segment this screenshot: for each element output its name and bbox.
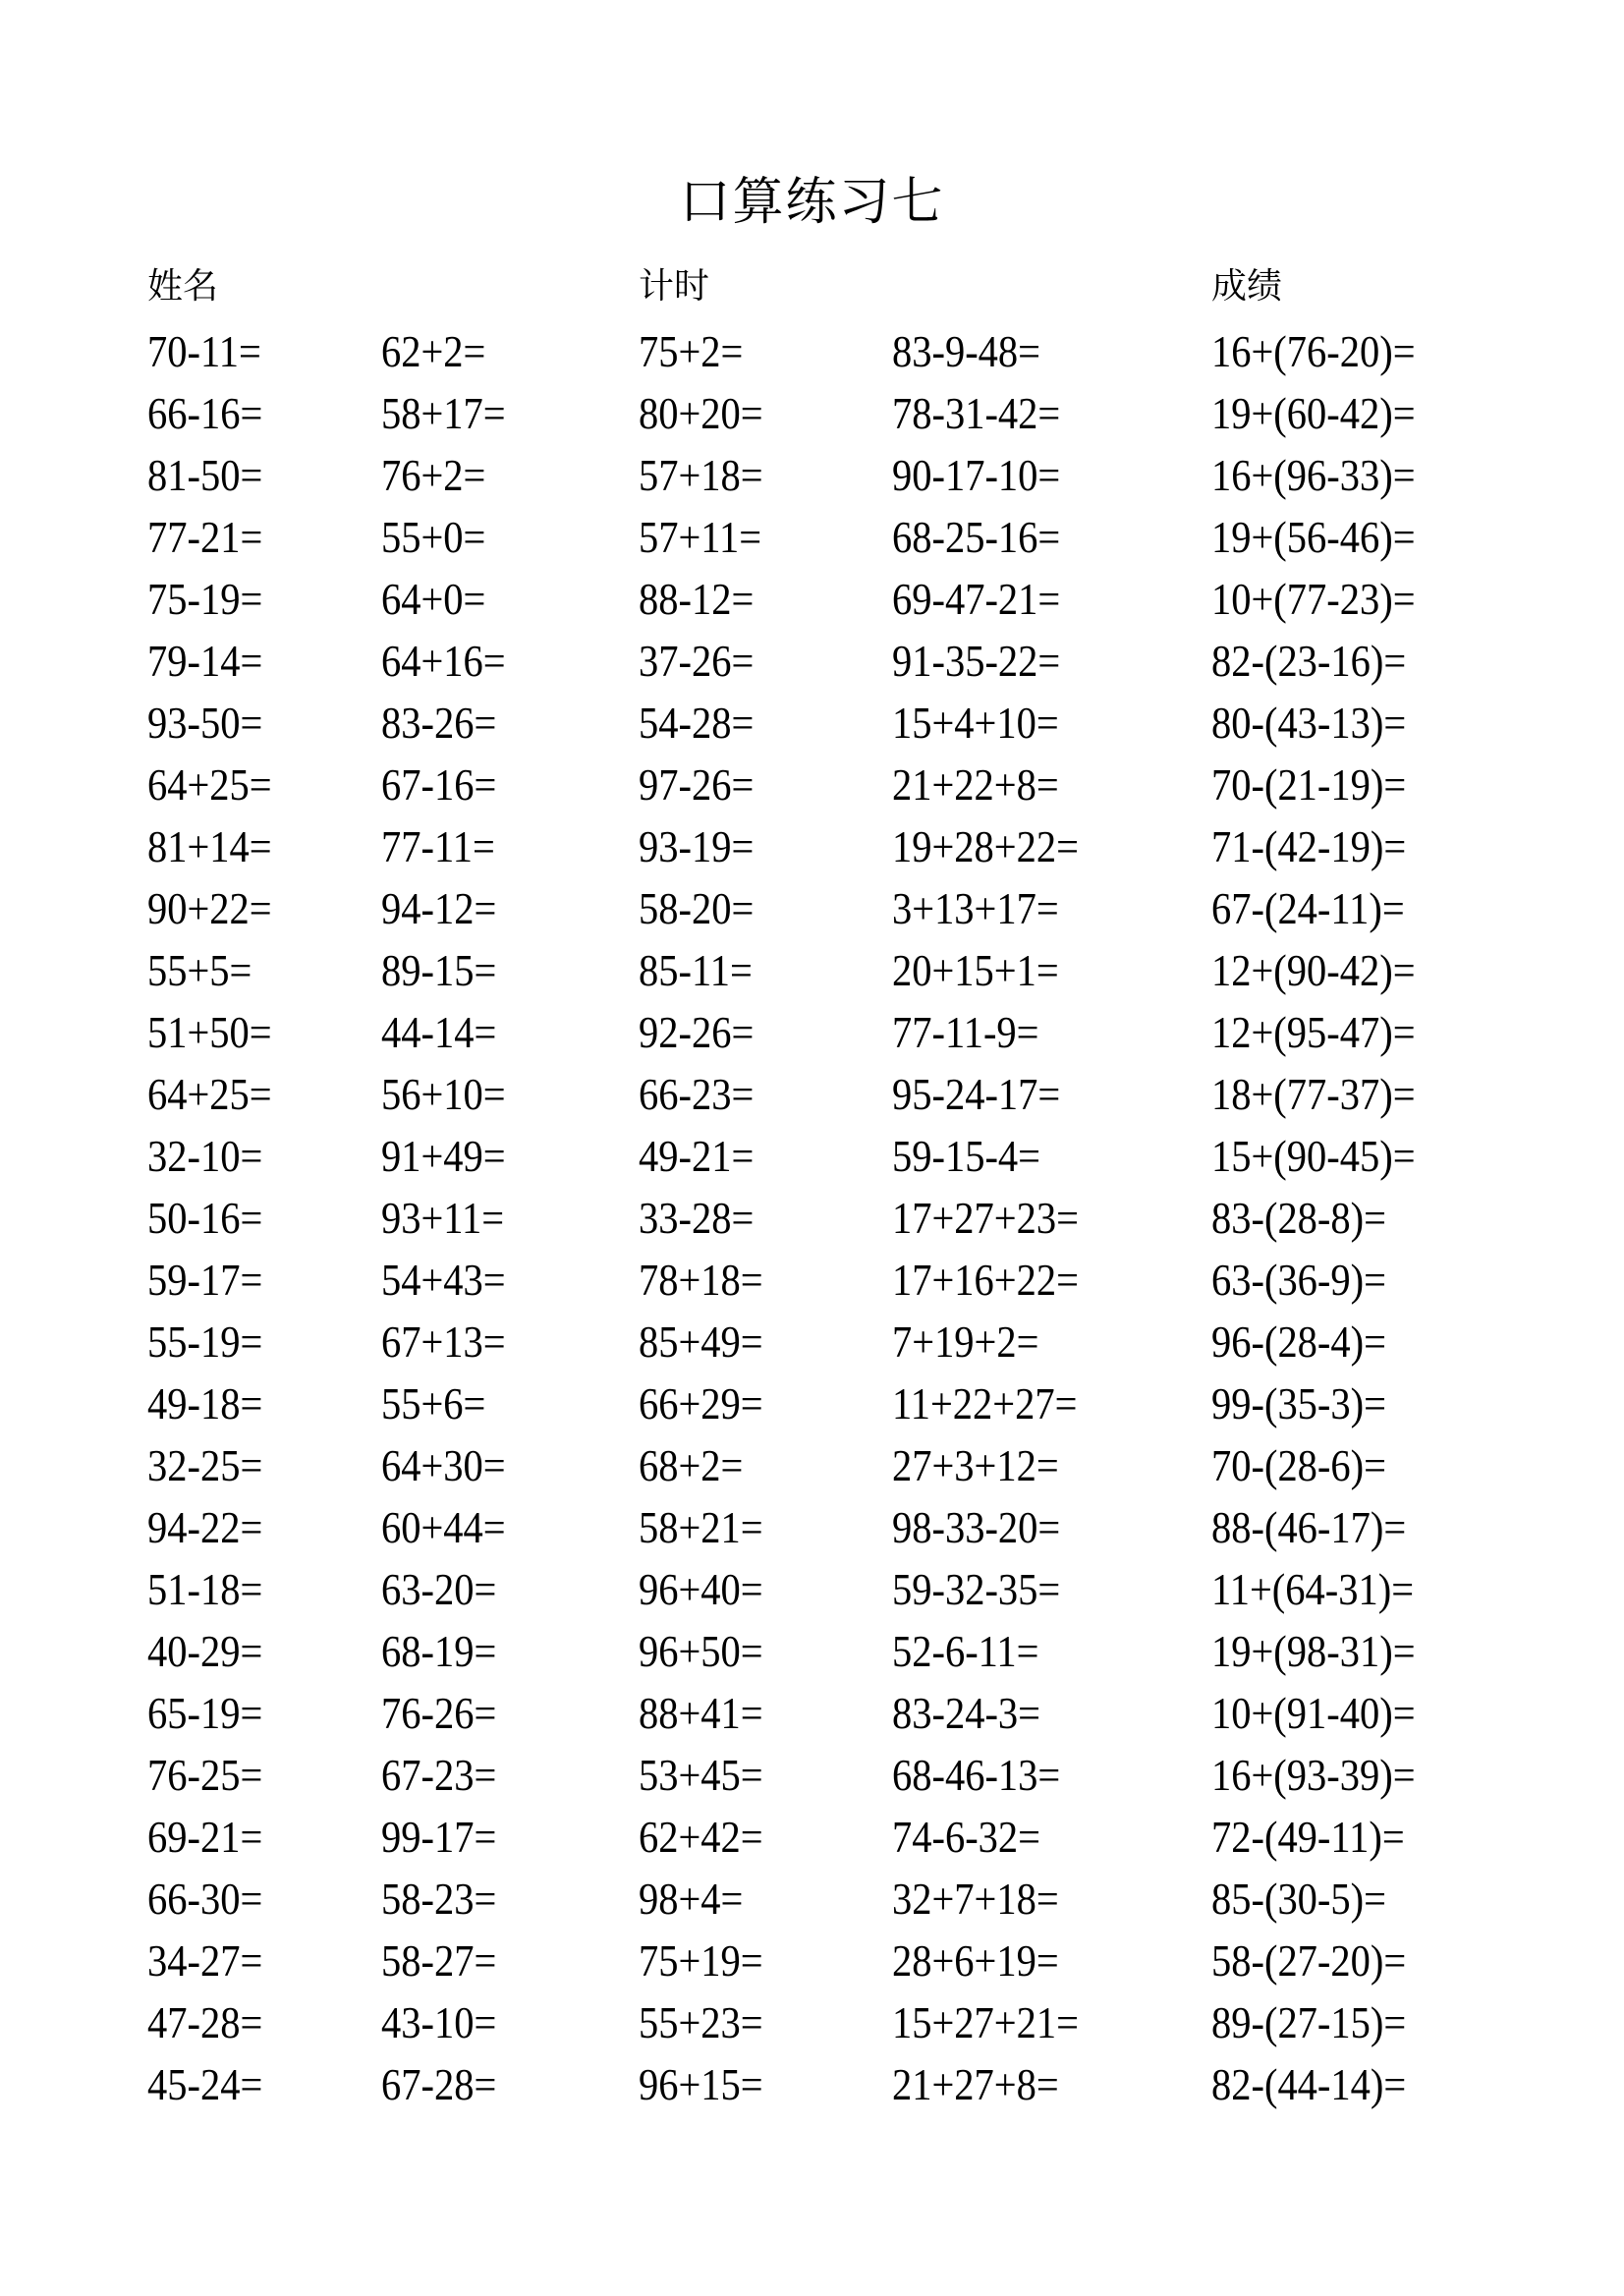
math-problem: 80+20= [639,388,763,438]
math-problem: 76-25= [147,1750,263,1800]
math-problem: 89-(27-15)= [1211,1997,1407,2047]
math-problem: 12+(95-47)= [1211,1007,1416,1057]
math-problem: 99-(35-3)= [1211,1378,1386,1428]
problem-row [0,1311,1624,1372]
math-problem: 57+18= [639,450,763,500]
math-problem: 83-24-3= [892,1688,1041,1738]
math-problem: 94-22= [147,1502,263,1552]
math-problem: 70-(28-6)= [1211,1440,1386,1490]
math-problem: 76+2= [381,450,486,500]
math-problem: 78-31-42= [892,388,1061,438]
math-problem: 7+19+2= [892,1316,1039,1367]
problem-row [0,1744,1624,1806]
math-problem: 62+42= [639,1812,763,1862]
problem-row [0,1063,1624,1125]
math-problem: 93+11= [381,1193,505,1243]
problem-row [0,1125,1624,1187]
math-problem: 68-25-16= [892,512,1061,562]
math-problem: 75-19= [147,574,263,624]
math-problem: 70-(21-19)= [1211,759,1407,810]
math-problem: 19+(60-42)= [1211,388,1416,438]
math-problem: 17+27+23= [892,1193,1079,1243]
math-problem: 67-28= [381,2059,497,2109]
math-problem: 43-10= [381,1997,497,2047]
math-problem: 88-12= [639,574,755,624]
problem-row [0,1620,1624,1682]
math-problem: 55+5= [147,945,252,995]
math-problem: 98+4= [639,1874,744,1924]
math-problem: 98-33-20= [892,1502,1061,1552]
problem-row [0,320,1624,382]
math-problem: 58-23= [381,1874,497,1924]
problem-row [0,939,1624,1001]
math-problem: 12+(90-42)= [1211,945,1416,995]
math-problem: 67-(24-11)= [1211,883,1405,933]
math-problem: 34-27= [147,1935,263,1986]
problem-row [0,506,1624,568]
math-problem: 45-24= [147,2059,263,2109]
math-problem: 50-16= [147,1193,263,1243]
problem-row [0,1682,1624,1744]
math-problem: 59-32-35= [892,1564,1061,1614]
math-problem: 58-27= [381,1935,497,1986]
math-problem: 66-23= [639,1069,755,1119]
problem-row [0,568,1624,630]
math-problem: 69-47-21= [892,574,1061,624]
problem-row [0,1434,1624,1496]
math-problem: 81-50= [147,450,263,500]
math-problem: 82-(23-16)= [1211,636,1407,686]
score-label: 成绩 [1211,266,1283,306]
math-problem: 79-14= [147,636,263,686]
math-problem: 51+50= [147,1007,272,1057]
math-problem: 71-(42-19)= [1211,821,1407,871]
math-problem: 78+18= [639,1255,763,1305]
math-problem: 77-11-9= [892,1007,1039,1057]
math-problem: 32+7+18= [892,1874,1059,1924]
math-problem: 28+6+19= [892,1935,1059,1986]
problem-row [0,1001,1624,1063]
math-problem: 85+49= [639,1316,763,1367]
math-problem: 16+(76-20)= [1211,326,1416,376]
math-problem: 83-26= [381,698,497,748]
math-problem: 33-28= [639,1193,755,1243]
math-problem: 57+11= [639,512,762,562]
math-problem: 21+22+8= [892,759,1059,810]
math-problem: 64+16= [381,636,506,686]
math-problem: 10+(91-40)= [1211,1688,1416,1738]
math-problem: 99-17= [381,1812,497,1862]
math-problem: 88+41= [639,1688,763,1738]
math-problem: 90+22= [147,883,272,933]
math-problem: 49-18= [147,1378,263,1428]
math-problem: 82-(44-14)= [1211,2059,1407,2109]
math-problem: 15+(90-45)= [1211,1131,1416,1181]
time-label: 计时 [639,266,710,306]
math-problem: 19+(98-31)= [1211,1626,1416,1676]
math-problem: 66+29= [639,1378,763,1428]
math-problem: 62+2= [381,326,486,376]
math-problem: 81+14= [147,821,272,871]
name-label: 姓名 [147,266,219,306]
math-problem: 11+(64-31)= [1211,1564,1415,1614]
math-problem: 59-15-4= [892,1131,1041,1181]
math-problem: 76-26= [381,1688,497,1738]
math-problem: 85-(30-5)= [1211,1874,1386,1924]
problem-row [0,1558,1624,1620]
math-problem: 59-17= [147,1255,263,1305]
math-problem: 74-6-32= [892,1812,1041,1862]
math-problem: 58+17= [381,388,506,438]
math-problem: 83-(28-8)= [1211,1193,1386,1243]
math-problem: 68-46-13= [892,1750,1061,1800]
math-problem: 58-20= [639,883,755,933]
math-problem: 66-16= [147,388,263,438]
math-problem: 91-35-22= [892,636,1061,686]
math-problem: 40-29= [147,1626,263,1676]
math-problem: 55+23= [639,1997,763,2047]
problem-row [0,754,1624,815]
math-problem: 55+0= [381,512,486,562]
math-problem: 64+25= [147,1069,272,1119]
math-problem: 77-11= [381,821,495,871]
problem-row [0,1187,1624,1249]
math-problem: 52-6-11= [892,1626,1039,1676]
math-problem: 93-50= [147,698,263,748]
math-problem: 37-26= [639,636,755,686]
math-problem: 58-(27-20)= [1211,1935,1407,1986]
math-problem: 67-23= [381,1750,497,1800]
math-problem: 90-17-10= [892,450,1061,500]
problem-row [0,2053,1624,2115]
math-problem: 49-21= [639,1131,755,1181]
math-problem: 96+40= [639,1564,763,1614]
math-problem: 15+4+10= [892,698,1059,748]
math-problem: 96+15= [639,2059,763,2109]
math-problem: 17+16+22= [892,1255,1079,1305]
math-problem: 20+15+1= [892,945,1059,995]
problem-row [0,1806,1624,1868]
problem-row [0,1930,1624,1991]
math-problem: 63-(36-9)= [1211,1255,1386,1305]
math-problem: 11+22+27= [892,1378,1078,1428]
math-problem: 88-(46-17)= [1211,1502,1407,1552]
math-problem: 83-9-48= [892,326,1041,376]
math-problem: 92-26= [639,1007,755,1057]
math-problem: 19+(56-46)= [1211,512,1416,562]
math-problem: 56+10= [381,1069,506,1119]
math-problem: 65-19= [147,1688,263,1738]
math-problem: 68-19= [381,1626,497,1676]
problem-row [0,444,1624,506]
math-problem: 60+44= [381,1502,506,1552]
problem-row [0,630,1624,692]
math-problem: 96-(28-4)= [1211,1316,1386,1367]
problem-row [0,692,1624,754]
math-problem: 93-19= [639,821,755,871]
math-problem: 97-26= [639,759,755,810]
problem-row [0,877,1624,939]
math-problem: 19+28+22= [892,821,1079,871]
math-problem: 54+43= [381,1255,506,1305]
math-problem: 44-14= [381,1007,497,1057]
math-problem: 67-16= [381,759,497,810]
page-title: 口算练习七 [679,175,945,231]
math-problem: 15+27+21= [892,1997,1079,2047]
math-problem: 55+6= [381,1378,486,1428]
math-problem: 16+(93-39)= [1211,1750,1416,1800]
math-problem: 85-11= [639,945,753,995]
math-problem: 3+13+17= [892,883,1059,933]
math-problem: 94-12= [381,883,497,933]
math-problem: 72-(49-11)= [1211,1812,1405,1862]
math-problem: 16+(96-33)= [1211,450,1416,500]
math-problem: 27+3+12= [892,1440,1059,1490]
math-problem: 47-28= [147,1997,263,2047]
math-problem: 75+19= [639,1935,763,1986]
problem-row [0,815,1624,877]
math-problem: 32-25= [147,1440,263,1490]
problem-grid [0,320,1624,2115]
problem-row [0,1991,1624,2053]
math-problem: 64+30= [381,1440,506,1490]
math-problem: 77-21= [147,512,263,562]
math-problem: 51-18= [147,1564,263,1614]
math-problem: 64+0= [381,574,486,624]
math-problem: 55-19= [147,1316,263,1367]
math-problem: 89-15= [381,945,497,995]
problem-row [0,1249,1624,1311]
math-problem: 68+2= [639,1440,744,1490]
math-problem: 58+21= [639,1502,763,1552]
math-problem: 70-11= [147,326,261,376]
math-problem: 75+2= [639,326,744,376]
math-problem: 91+49= [381,1131,506,1181]
math-problem: 67+13= [381,1316,506,1367]
math-problem: 54-28= [639,698,755,748]
problem-row [0,1868,1624,1930]
math-problem: 80-(43-13)= [1211,698,1407,748]
problem-row [0,1372,1624,1434]
math-problem: 63-20= [381,1564,497,1614]
math-problem: 53+45= [639,1750,763,1800]
math-problem: 18+(77-37)= [1211,1069,1416,1119]
math-problem: 95-24-17= [892,1069,1061,1119]
problem-row [0,1496,1624,1558]
math-problem: 21+27+8= [892,2059,1059,2109]
math-problem: 69-21= [147,1812,263,1862]
math-problem: 66-30= [147,1874,263,1924]
math-problem: 96+50= [639,1626,763,1676]
math-problem: 10+(77-23)= [1211,574,1416,624]
math-problem: 64+25= [147,759,272,810]
math-problem: 32-10= [147,1131,263,1181]
problem-row [0,382,1624,444]
